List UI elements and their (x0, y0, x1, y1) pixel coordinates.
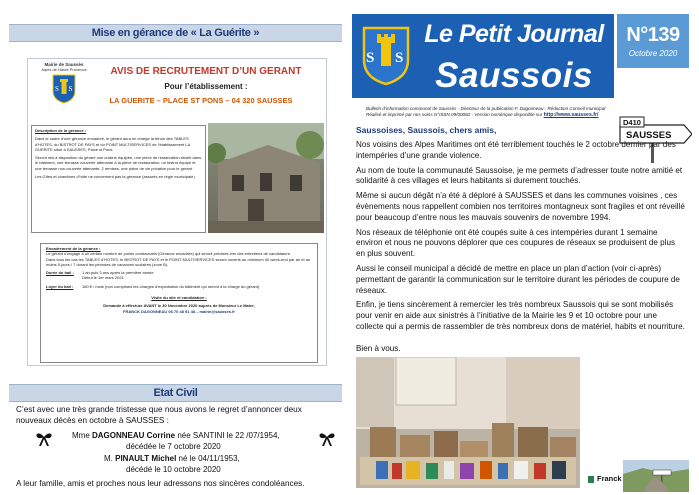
duree-row (46, 270, 312, 281)
mourning-ribbon-icon (318, 432, 336, 446)
svg-text:S: S (55, 85, 59, 93)
visite-heading: Visite du site et candidature : (151, 295, 207, 301)
poster-description-box (31, 125, 206, 233)
condolences-text: A leur famille, amis et proches nous leur adressons nos sincères condoléances. (16, 479, 305, 488)
poster-region: Alpes de Haute Provence (41, 67, 87, 72)
deceased-died: décédée le 7 octobre 2020 (126, 442, 221, 451)
signature-marker-icon (588, 476, 594, 483)
road-sign-number: D410 (623, 118, 641, 127)
editorial-paragraph: Aussi le conseil municipal a décidé de mettre en place un plan d’action (voir ci-après) permettant de garantir la communication sur le territoire durant les périodes de coupure de réseaux. (356, 263, 680, 295)
coat-of-arms-icon (50, 74, 78, 104)
duree-label: Durée du bail : (46, 270, 74, 276)
building-photo (208, 123, 324, 233)
poster-mairie-name: Mairie de Saussès (44, 62, 84, 67)
poster-title: AVIS DE RECRUTEMENT D’UN GERANT (110, 66, 302, 77)
editorial-paragraph: Nos réseaux de téléphonie ont été coupés suite à ces intempéries durant 1 semaine environ et nous ne pouvons déplorer que ces coupures de réseaux se produisent de plus en plus souvent. (356, 227, 676, 259)
publication-line1: Bulletin d’information communal de Saussès - Directeur de la publication F. Dagonneau - Rédaction Conseil municipal (366, 106, 606, 111)
contact-text[interactable]: FRANCK DAGONNEAU 06 70 48 91 48 – mairie@sausses.fr (123, 308, 235, 314)
issue-date: Octobre 2020 (628, 49, 678, 58)
desc-paragraph: Seront mis à disposition du gérant une cuisine équipée, une pièce de restauration située dans le bâtiment, une terrasse couverte attenante à la pièce de restauration, un bistrot équipé et une terrasse non couverte attenante, 2 remises, une pièce de vie privative pour le gérant. (35, 155, 202, 171)
loyer-row (46, 284, 312, 289)
deceased-prefix: M. (104, 454, 116, 463)
greeting: Saussoises, Saussois, chers amis, (356, 125, 497, 135)
editorial-paragraph: Nos voisins des Alpes Maritimes ont été terriblement touchés le 2 octobre dernier par des intempéries d’une grande violence. (356, 140, 676, 160)
duree-value: 1 an puis 3 ans après la première année (82, 270, 154, 276)
editorial-paragraph: Enfin, je tiens sincèrement à remercier les très nombreux Saussois qui se sont mobilisés pour venir en aide aux sinistrés à l’initiative de la Mairie les 9 et 10 octobre pour une collecte qui a permis de rassembler de très nombreux dons de matériel, habits et nourriture. (356, 300, 685, 331)
closing-text: Bien à vous. (356, 344, 401, 353)
svg-text:S: S (366, 50, 375, 66)
desc-paragraph: Dans le cadre d’une gérance encadrée, le gérant aura en charge la tenue des TABLES d’HOTES, du BISTROT DE PAYS et du POINT MULTISERVICES de l’établissement LA GUERITE situé à SAUSSES, Place st Pons. (35, 136, 190, 152)
poster-subtitle: Pour l’établissement : (164, 82, 248, 91)
desc-heading: Description de la gérance : (35, 128, 87, 133)
journal-title-line2: Saussois (435, 56, 593, 95)
signature-name: Franck (597, 474, 622, 483)
demande-text: Demande à effectuer AVANT le 30 Novembre 2020 auprès de Monsieur Le Maire, (103, 303, 255, 309)
village-road-photo (623, 460, 689, 492)
journal-title-line1: Le Petit Journal (424, 20, 604, 48)
mourning-ribbon-icon (35, 432, 53, 446)
deceased-entry (72, 430, 280, 452)
deceased-died: décédé le 10 octobre 2020 (126, 465, 221, 474)
poster-engagement-box (40, 243, 318, 363)
road-sign-text: SAUSSES (626, 130, 672, 141)
editorial-paragraph: Au nom de toute la communauté Saussoise, je me permets d’adresser toute notre amitié et solidarité à ces villages et leurs habitants si durement touchés. (356, 165, 683, 186)
website-link[interactable]: http://www.sausses.fr/ (543, 112, 599, 118)
editorial-body (356, 140, 686, 337)
deceased-name: DAGONNEAU Corrine (92, 431, 176, 440)
deceased-born: né le 04/11/1953, (176, 454, 240, 463)
editorial-paragraph: Même si aucun dégât n’a été à déploré à SAUSSES et dans les communes voisines , ces évènements nous rappellent combien nos territoires montagneux sont fragiles et ont réveillé pour beaucoup d’entre nous les mauvais souvenirs de novembre 1994. (356, 191, 685, 222)
deceased-born: née SANTINI le 22 /07/1954, (175, 431, 280, 440)
donations-photo (356, 357, 580, 488)
desc-paragraph: Les Gîtes et chambres d’hôte ne concernent pas la gérance (assurés en régie municipale). (35, 174, 196, 180)
loyer-value: 180 € / mois (non comprises les charges d’exploitation du bâtiment qui seront à la charge du gérant) (82, 283, 260, 289)
deceased-prefix: Mme (72, 431, 92, 440)
etat-civil-intro: C’est avec une très grande tristesse que nous avons le regret d’annoncer deux nouveaux décès en octobre à SAUSSES : (16, 405, 302, 425)
gerance-section-header: Mise en gérance de « La Guérite » (9, 24, 342, 42)
svg-text:S: S (68, 85, 73, 93)
deceased-entry (104, 453, 240, 475)
poster-establishment: LA GUERITE – PLACE ST PONS – 04 320 SAUSSES (109, 96, 293, 105)
svg-text:S: S (395, 50, 404, 66)
issue-number: N°139 (626, 24, 680, 46)
journal-banner (352, 14, 614, 98)
recruitment-poster (27, 58, 327, 366)
duree-start: Début le 1er mars 2021 (82, 275, 124, 281)
eng-heading: Encadrement de la gérance : (46, 246, 101, 251)
deceased-name: PINAULT Michel (115, 454, 177, 463)
etat-civil-header: Etat Civil (9, 384, 342, 402)
eng-paragraph: Le gérant s’engage à un certain nombre de points contractuels (Gérance encadrée) qui seront précisés lors des entretiens de candidature. (46, 251, 292, 257)
eng-paragraph: Dans tous les cas les TABLES d’HOTES, le BISTROT DE PAYS et le POINT MULTISERVICES seront ouverts au minimum 40 week-end par an et au moins 5 jours / 7 durant les périodes de vacances scolaires (zone B). (46, 256, 311, 267)
loyer-label: Loyer du bail : (46, 283, 74, 289)
publication-line2: Réalisé et imprimé par nos soins N°ISSN 09/00082 - Version numérique disponible sur (366, 112, 544, 117)
coat-of-arms-icon (362, 26, 410, 86)
issue-box (617, 14, 689, 68)
